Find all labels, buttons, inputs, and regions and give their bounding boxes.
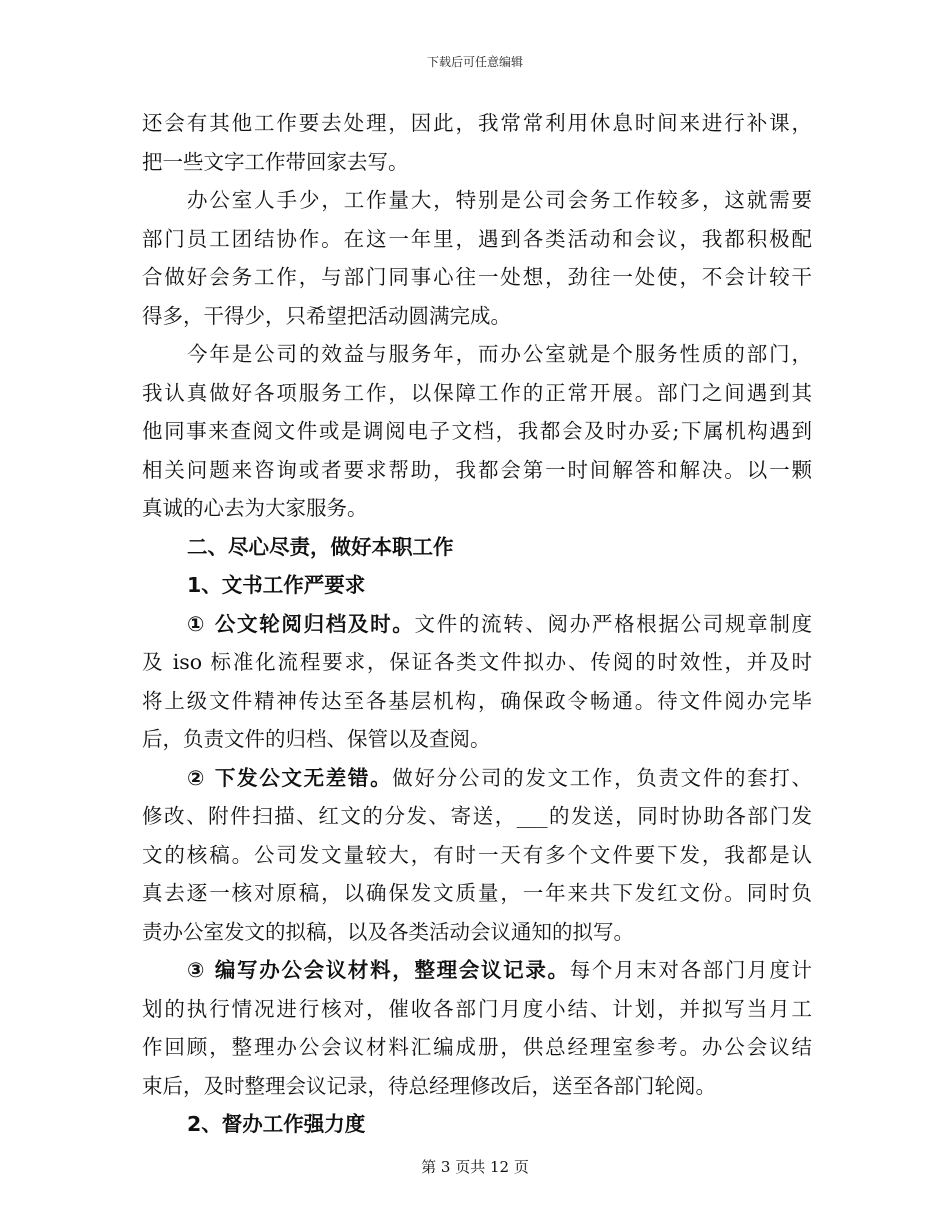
- paragraph-line: 办公室人手少，工作量大，特别是公司会务工作较多，这就需要: [187, 188, 812, 212]
- paragraph-line: 作回顾，整理办公会议材料汇编成册，供总经理室参考。办公会议结: [142, 1035, 812, 1059]
- paragraph-line: 今年是公司的效益与服务年，而办公室就是个服务性质的部门，: [187, 342, 812, 366]
- paragraph-line: 还会有其他工作要去处理，因此，我常常利用休息时间来进行补课，: [142, 111, 812, 135]
- paragraph-line: 将上级文件精神传达至各基层机构，确保政令畅通。待文件阅办完毕: [142, 688, 812, 713]
- paragraph-line: 他同事来查阅文件或是调阅电子文档，我都会及时办妥;下属机构遇到: [142, 419, 812, 443]
- paragraph-text: 做好分公司的发文工作，负责文件的套打、: [392, 765, 812, 790]
- section-heading: 二、尽心尽责，做好本职工作: [187, 534, 454, 559]
- subsection-heading: 2、督办工作强力度: [187, 1112, 366, 1136]
- subsection-heading: 1、文书工作严要求: [187, 573, 366, 597]
- paragraph-line: 我认真做好各项服务工作，以保障工作的正常开展。部门之间遇到其: [142, 380, 812, 405]
- paragraph-line: 真去逐一核对原稿，以确保发文质量，一年来共下发红文份。同时负: [142, 881, 812, 905]
- paragraph-line: 合做好会务工作，与部门同事心往一处想，劲往一处使，不会计较干: [142, 265, 812, 289]
- paragraph-line: 后，负责文件的归档、保管以及查阅。: [142, 727, 491, 751]
- paragraph-line: 把一些文字工作带回家去写。: [142, 149, 409, 174]
- paragraph-line: 相关问题来咨询或者要求帮助，我都会第一时间解答和解决。以一颗: [142, 457, 812, 482]
- paragraph-line: 修改、附件扫描、红文的分发、寄送，___的发送，同时协助各部门发: [142, 804, 812, 828]
- paragraph-line: 及 iso 标准化流程要求，保证各类文件拟办、传阅的时效性，并及时: [142, 650, 812, 674]
- paragraph-line: 责办公室发文的拟稿，以及各类活动会议通知的拟写。: [142, 919, 634, 944]
- paragraph-text: 每个月末对各部门月度计: [569, 958, 812, 982]
- paragraph-line: 束后，及时整理会议记录，待总经理修改后，送至各部门轮阅。: [142, 1073, 716, 1098]
- paragraph-line: 部门员工团结协作。在这一年里，遇到各类活动和会议，我都积极配: [142, 226, 812, 251]
- bold-lead: ② 下发公文无差错。: [187, 765, 393, 790]
- paragraph-line: 文的核稿。公司发文量较大，有时一天有多个文件要下发，我都是认: [142, 842, 812, 867]
- page-footer: 第 3 页共 12 页: [421, 1158, 529, 1176]
- paragraph-line: [142, 951, 812, 990]
- paragraph-line: 划的执行情况进行核对，催收各部门月度小结、计划，并拟写当月工: [142, 996, 812, 1021]
- paragraph-line: 真诚的心去为大家服务。: [142, 496, 368, 520]
- paragraph-text: 文件的流转、阅办严格根据公司规章制度: [414, 611, 812, 636]
- page-header: 下载后可任意编辑: [426, 55, 523, 69]
- bold-lead: ③ 编写办公会议材料，整理会议记录。: [187, 958, 570, 982]
- document-body: [142, 104, 812, 1144]
- bold-lead: ① 公文轮阅归档及时。: [187, 611, 415, 636]
- paragraph-line: [142, 605, 812, 644]
- paragraph-line: 得多，干得少，只希望把活动圆满完成。: [142, 303, 511, 328]
- paragraph-line: [142, 759, 812, 798]
